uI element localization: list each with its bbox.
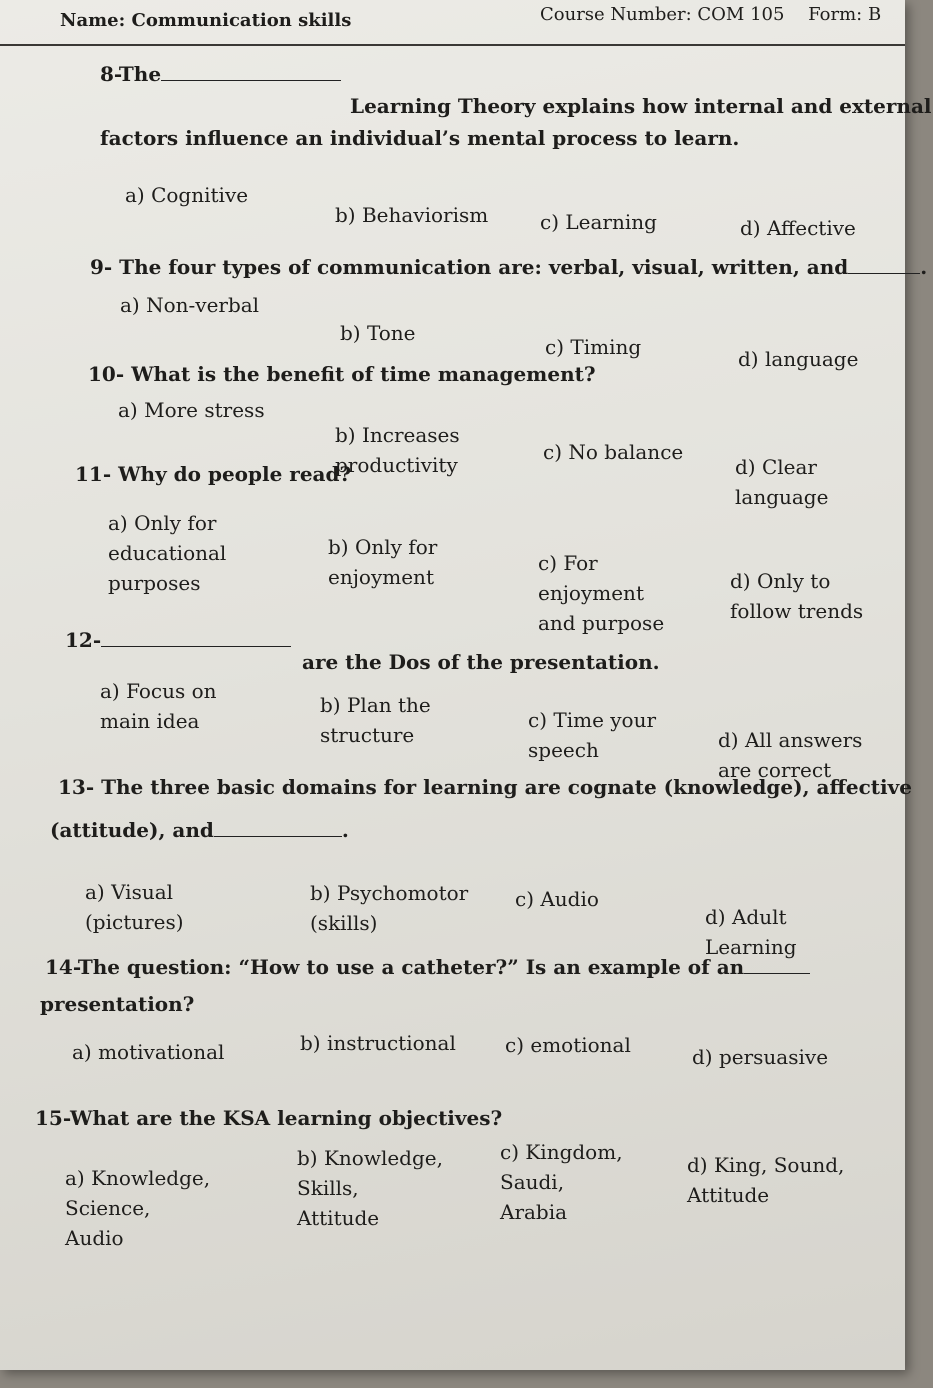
option-b[interactable]: b) Only for enjoyment [328,535,438,589]
option-b[interactable]: b) Tone [340,321,416,345]
question-12-text-cont: are the Dos of the presentation. [302,650,660,674]
option-a[interactable]: a) More stress [118,398,265,422]
option-d[interactable]: d) Only to follow trends [730,569,864,623]
answer-blank [744,973,810,974]
option-c[interactable]: c) No balance [543,440,684,464]
option-c[interactable]: c) Learning [540,210,657,234]
option-b[interactable]: b) instructional [300,1031,456,1055]
question-11-text: 11- Why do people read? [75,462,352,486]
question-13-text: 13- The three basic domains for learning are cognate (knowledge), affective [58,775,912,799]
option-c[interactable]: c) Timing [545,335,642,359]
question-13-text-line2: (attitude), and . [50,818,349,842]
exam-header [0,0,905,46]
option-b[interactable]: b) Knowledge, Skills, Attitude [297,1146,443,1230]
option-d[interactable]: d) Affective [740,216,856,240]
option-c[interactable]: c) Kingdom, Saudi, Arabia [500,1140,623,1224]
option-d[interactable]: d) Adult Learning [705,905,797,959]
answer-blank [848,273,920,274]
answer-blank [101,646,291,647]
option-a[interactable]: a) Cognitive [125,183,249,207]
exam-form: Form: B [808,4,882,25]
course-name: Name: Communication skills [60,10,352,31]
option-d[interactable]: d) persuasive [692,1045,829,1069]
option-a[interactable]: a) Knowledge, Science, Audio [65,1166,211,1250]
answer-blank [161,80,341,81]
question-10-text: 10- What is the benefit of time management? [88,362,596,386]
option-d[interactable]: d) Clear language [735,455,829,509]
option-d[interactable]: d) language [738,347,859,371]
option-d[interactable]: d) All answers are correct [718,728,863,782]
option-a[interactable]: a) Focus on main idea [100,679,217,733]
course-number: Course Number: COM 105 [540,4,785,25]
question-15-text: 15-What are the KSA learning objectives? [35,1106,503,1130]
option-b[interactable]: b) Psychomotor (skills) [310,881,469,935]
option-a[interactable]: a) Non-verbal [120,293,260,317]
option-c[interactable]: c) Time your speech [528,708,657,762]
question-8-text: 8-The [100,62,341,86]
question-8-text-line2: factors influence an individual’s mental process to learn. [100,126,740,150]
option-b[interactable]: b) Plan the structure [320,693,431,747]
option-a[interactable]: a) Visual (pictures) [85,880,184,934]
option-b[interactable]: b) Increases productivity [335,423,460,477]
course-info [540,4,899,25]
option-d[interactable]: d) King, Sound, Attitude [687,1153,845,1207]
question-12-text: 12- [65,624,291,652]
question-9-text: 9- The four types of communication are: verbal, visual, written, and . [90,255,928,279]
option-c[interactable]: c) Audio [515,887,599,911]
question-8-text-cont: Learning Theory explains how internal and external [350,94,932,118]
question-14-text: 14-The question: “How to use a catheter?” Is an example of an [45,955,810,979]
question-14-text-line2: presentation? [40,992,195,1016]
answer-blank [214,836,342,837]
option-a[interactable]: a) motivational [72,1040,225,1064]
option-c[interactable]: c) emotional [505,1033,631,1057]
option-c[interactable]: c) For enjoyment and purpose [538,551,665,635]
option-b[interactable]: b) Behaviorism [335,203,489,227]
option-a[interactable]: a) Only for educational purposes [108,511,227,595]
